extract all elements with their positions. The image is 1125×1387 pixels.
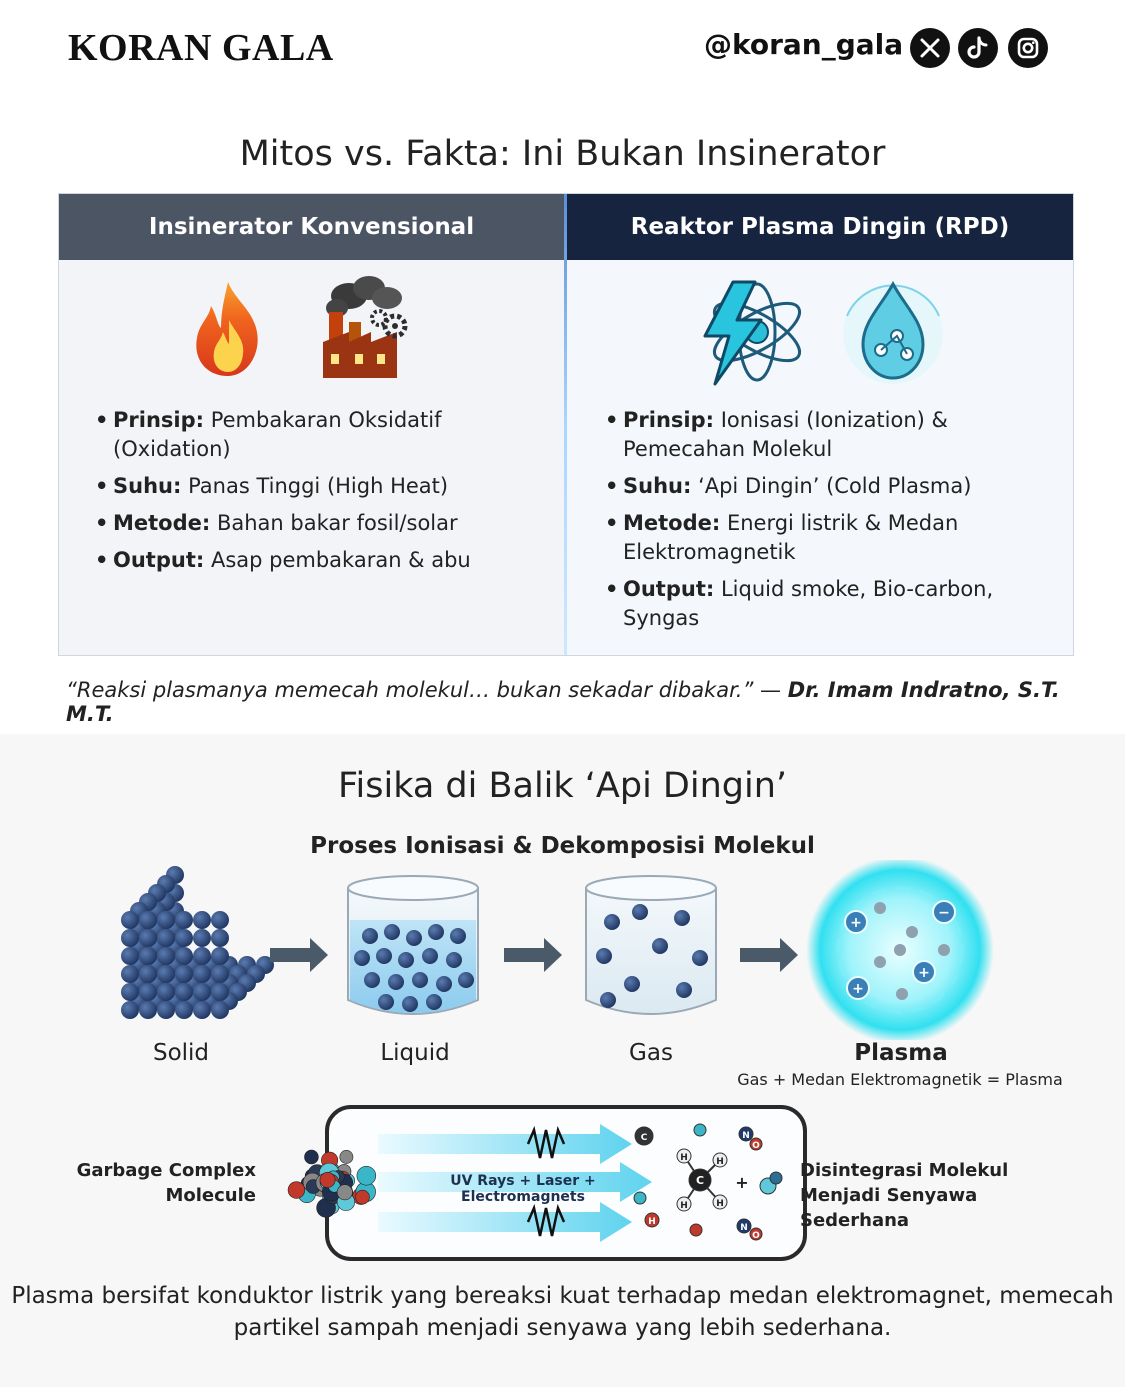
svg-text:N: N [742,1131,750,1141]
svg-text:O: O [752,1231,760,1241]
state-label-solid: Solid [152,1040,210,1066]
states-of-matter-diagram [0,860,1125,1040]
garbage-molecule-label: Garbage Complex Molecule [76,1160,256,1206]
section-title-cold-fire: Fisika di Balik ‘Api Dingin’ [337,766,788,806]
fire-icon [187,280,269,384]
section-title-myth-fact: Mitos vs. Fakta: Ini Bukan Insinerator [239,134,886,174]
state-label-gas: Gas [629,1040,673,1066]
gas-beaker-icon [586,876,716,1014]
list-item: • Metode: Energi listrik & Medan Elektromagnetik [605,509,1045,567]
svg-text:C: C [695,1174,705,1187]
simple-compounds [634,1124,782,1241]
svg-text:O: O [752,1141,760,1151]
column-divider [564,194,567,655]
instagram-icon[interactable] [1008,28,1048,68]
list-item: • Prinsip: Pembakaran Oksidatif (Oxidation) [95,406,535,464]
column-header-incinerator: Insinerator Konvensional [59,194,564,260]
beam-label: UV Rays + Laser + Electromagnets [450,1173,596,1205]
state-label-liquid: Liquid [380,1040,450,1066]
lightning-atom-icon [691,276,815,392]
svg-text:+: + [852,981,864,997]
solid-cube-icon [121,866,274,1019]
expert-quote [66,678,1076,726]
list-item: • Suhu: Panas Tinggi (High Heat) [95,472,535,501]
svg-text:H: H [716,1199,724,1209]
water-molecule-drop-icon [835,276,951,392]
plasma-equation: Gas + Medan Elektromagnetik = Plasma [737,1070,1063,1089]
footer-explanation: Plasma bersifat konduktor listrik yang bereaksi kuat terhadap medan elektromagnet, memecah partikel sampah menjadi senyawa yang lebih sederhana. [11,1283,1114,1341]
factory-icon [309,274,419,386]
quote-author: Dr. Imam Indratno, S.T. M.T. [66,678,1060,726]
list-item: • Prinsip: Ionisasi (Ionization) & Pemecahan Molekul [605,406,1045,464]
svg-text:H: H [680,1153,688,1163]
social-handle[interactable]: @koran_gala [704,28,904,61]
svg-text:C: C [640,1133,648,1143]
svg-text:+: + [850,915,862,931]
rpd-feature-list [605,406,1045,641]
column-header-rpd: Reaktor Plasma Dingin (RPD) [567,194,1073,260]
list-item: • Metode: Bahan bakar fosil/solar [95,509,535,538]
list-item: • Output: Asap pembakaran & abu [95,546,535,575]
liquid-beaker-icon [348,876,478,1014]
list-item: • Output: Liquid smoke, Bio-carbon, Syngas [605,575,1045,633]
comparison-table [58,193,1074,656]
svg-text:+: + [735,1173,749,1192]
garbage-molecule-cluster [288,1150,376,1217]
svg-text:−: − [938,905,950,921]
svg-text:H: H [716,1157,724,1167]
disintegration-label: Disintegrasi Molekul Menjadi Senyawa Sederhana [800,1160,1009,1231]
list-item: • Suhu: ‘Api Dingin’ (Cold Plasma) [605,472,1045,501]
section-subtitle: Proses Ionisasi & Dekomposisi Molekul [310,833,815,859]
incinerator-feature-list [95,406,535,583]
quote-text: “Reaksi plasmanya memecah molekul… bukan sekadar dibakar.” — [66,678,782,702]
svg-text:+: + [918,965,930,981]
brand-logo: KORAN GALA [68,27,334,69]
svg-text:H: H [680,1201,688,1211]
state-label-plasma: Plasma [854,1040,948,1066]
svg-text:N: N [740,1223,748,1233]
svg-text:H: H [648,1217,656,1227]
tiktok-icon[interactable] [958,28,998,68]
plasma-orb-icon [806,860,994,1040]
x-icon[interactable] [910,28,950,68]
